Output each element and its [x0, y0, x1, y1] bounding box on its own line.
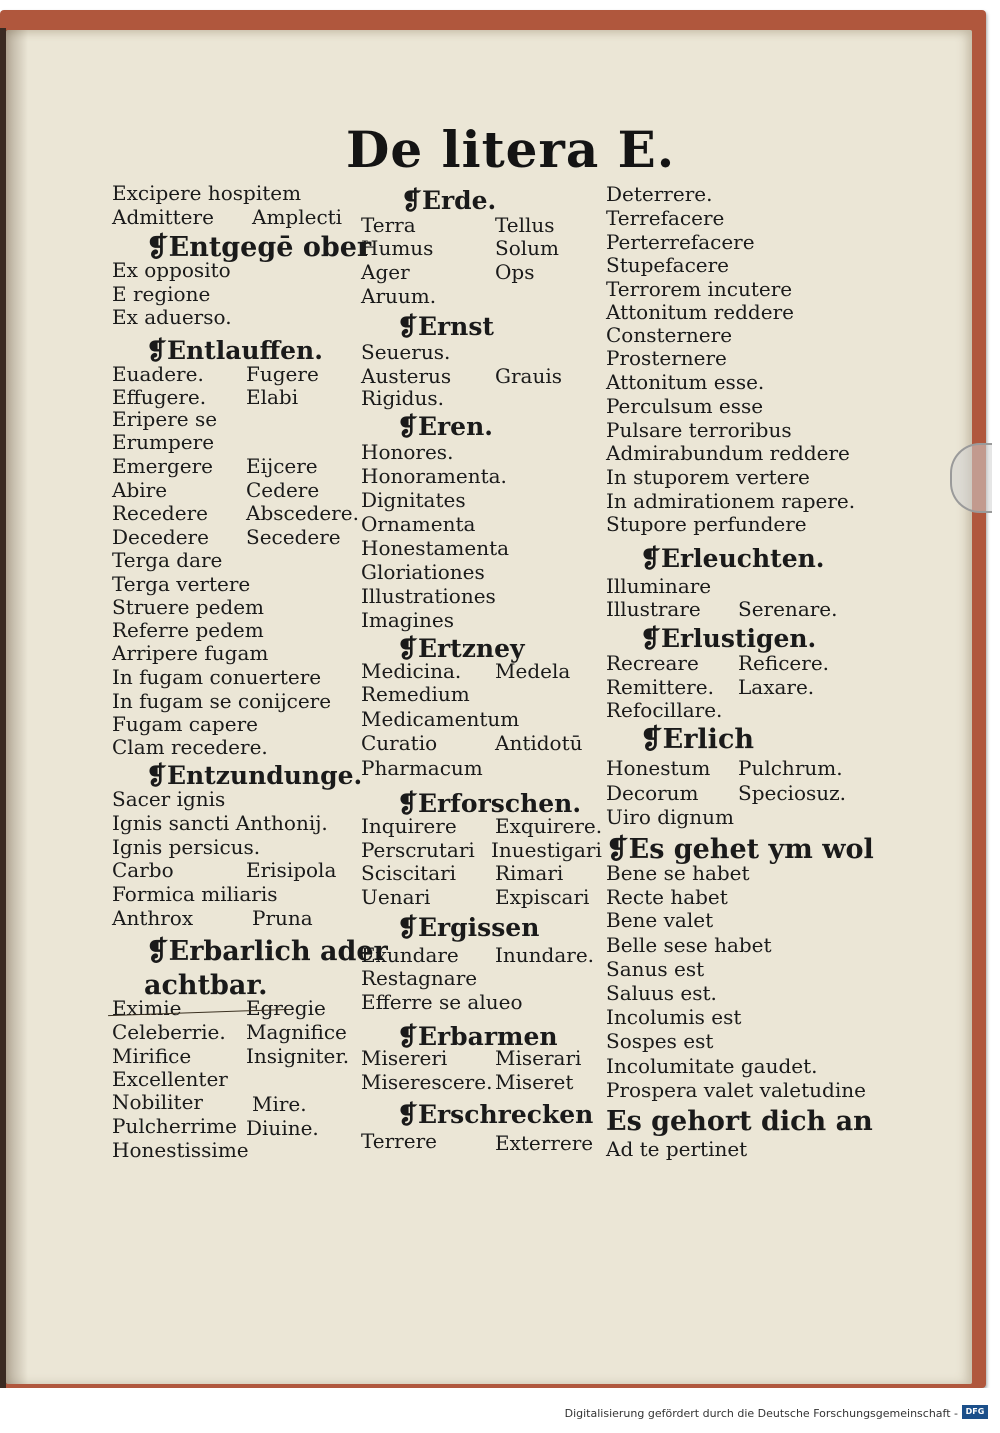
entry-word: Secedere	[246, 525, 341, 549]
entry-word: Perscrutari	[361, 838, 475, 862]
entry-word: Carbo	[112, 858, 174, 882]
section-heading: ❡Erforschen.	[397, 789, 582, 818]
section-heading: ❡Eren.	[397, 412, 493, 441]
entry-word: Ex opposito	[112, 258, 231, 282]
entry-word: Diuine.	[246, 1116, 319, 1140]
section-heading: ❡Ernst	[397, 312, 494, 341]
entry-word: Uenari	[361, 885, 431, 909]
entry-word: Miserari	[495, 1046, 582, 1070]
entry-word: Curatio	[361, 731, 438, 755]
entry-word: Perculsum esse	[606, 394, 764, 418]
entry-word: Austerus	[361, 364, 452, 388]
gutter-shadow	[6, 30, 28, 1384]
entry-word: Mire.	[252, 1092, 307, 1116]
entry-word: Deterrere.	[606, 182, 713, 206]
entry-word: Terrefacere	[606, 206, 725, 230]
entry-word: Miseret	[495, 1070, 574, 1094]
entry-word: Gloriationes	[361, 560, 485, 584]
entry-word: Honoramenta.	[361, 464, 507, 488]
entry-word: Ex aduerso.	[112, 305, 232, 329]
entry-word: Antidotū	[495, 731, 583, 755]
entry-word: Ignis persicus.	[112, 835, 261, 859]
entry-word: Admirabundum reddere	[606, 441, 850, 465]
section-heading: ❡Es gehet ym wol	[606, 834, 874, 865]
entry-word: Prosternere	[606, 346, 727, 370]
entry-word: Fugam capere	[112, 712, 258, 736]
section-heading: ❡Erbarlich ader	[146, 936, 388, 967]
entry-word: Pulcherrime	[112, 1114, 237, 1138]
entry-word: Ops	[495, 260, 535, 284]
entry-word: Eijcere	[246, 454, 318, 478]
entry-word: Terrorem incutere	[606, 277, 793, 301]
entry-word: Reficere.	[738, 651, 830, 675]
entry-word: Formica miliaris	[112, 882, 278, 906]
entry-word: Speciosuz.	[738, 781, 847, 805]
entry-word: Refocillare.	[606, 698, 723, 722]
section-heading: ❡Erlustigen.	[640, 624, 817, 653]
entry-word: Anthrox	[112, 906, 194, 930]
entry-word: Arripere fugam	[112, 641, 269, 665]
entry-word: Saluus est.	[606, 981, 717, 1005]
entry-word: Excipere hospitem	[112, 181, 302, 205]
text-column-middle	[361, 0, 601, 1300]
entry-word: Exundare	[361, 943, 459, 967]
entry-word: Pruna	[252, 906, 313, 930]
page-title: De litera E.	[346, 120, 676, 179]
entry-word: Excellenter	[112, 1067, 228, 1091]
entry-word: Illustrare	[606, 597, 701, 621]
entry-word: Honestissime	[112, 1138, 249, 1162]
entry-word: In stuporem vertere	[606, 465, 810, 489]
entry-word: E regione	[112, 282, 211, 306]
section-heading: ❡Ergissen	[397, 913, 540, 942]
entry-word: Misereri	[361, 1046, 448, 1070]
entry-word: Referre pedem	[112, 618, 264, 642]
entry-word: In fugam se conijcere	[112, 689, 332, 713]
entry-word: Seuerus.	[361, 340, 451, 364]
entry-word: Miserescere.	[361, 1070, 493, 1094]
page-clip	[950, 443, 992, 513]
entry-word: Recedere	[112, 501, 208, 525]
entry-word: Struere pedem	[112, 595, 265, 619]
funding-notice: Digitalisierung gefördert durch die Deutsche Forschungsgemeinschaft -	[564, 1407, 958, 1420]
entry-word: In fugam conuertere	[112, 665, 322, 689]
entry-word: Belle sese habet	[606, 933, 772, 957]
entry-word: Eripere se	[112, 407, 218, 431]
entry-word: Inundare.	[495, 943, 595, 967]
entry-word: Restagnare	[361, 966, 478, 990]
entry-word: Sospes est	[606, 1029, 714, 1053]
entry-word: Remittere.	[606, 675, 714, 699]
entry-word: Nobiliter	[112, 1090, 203, 1114]
entry-word: Honores.	[361, 440, 454, 464]
section-heading: ❡Erleuchten.	[640, 544, 825, 573]
entry-word: Illuminare	[606, 574, 712, 598]
entry-word: Rigidus.	[361, 386, 444, 410]
entry-word: Incolumis est	[606, 1005, 742, 1029]
entry-word: Insigniter.	[246, 1044, 350, 1068]
entry-word: Cedere	[246, 478, 320, 502]
section-heading: ❡Entzundunge.	[146, 761, 363, 790]
entry-word: Grauis	[495, 364, 563, 388]
entry-word: Aruum.	[361, 284, 437, 308]
entry-word: Exquirere.	[495, 814, 603, 838]
entry-word: Terra	[361, 213, 416, 237]
section-heading: ❡Erbarmen	[397, 1022, 558, 1051]
entry-word: In admirationem rapere.	[606, 489, 856, 513]
entry-word: Pulchrum.	[738, 756, 843, 780]
entry-word: Recreare	[606, 651, 699, 675]
entry-word: Terrere	[361, 1129, 437, 1153]
entry-word: Emergere	[112, 454, 213, 478]
entry-word: Sciscitari	[361, 861, 457, 885]
entry-word: Attonitum reddere	[606, 300, 794, 324]
section-heading: ❡Ertzney	[397, 634, 525, 663]
entry-word: Honestum	[606, 756, 711, 780]
entry-word: Abire	[112, 478, 168, 502]
entry-word: Solum	[495, 236, 559, 260]
entry-word: Terga vertere	[112, 572, 251, 596]
entry-word: Clam recedere.	[112, 735, 268, 759]
entry-word: Consternere	[606, 323, 733, 347]
entry-word: Pharmacum	[361, 756, 483, 780]
section-heading: ❡Entlauffen.	[146, 336, 323, 365]
entry-word: Exterrere	[495, 1131, 594, 1155]
entry-word: Medicina.	[361, 659, 462, 683]
text-column-right	[606, 0, 874, 1300]
entry-word: Mirifice	[112, 1044, 192, 1068]
entry-word: Eximie	[112, 996, 182, 1020]
entry-word: Medela	[495, 659, 571, 683]
entry-word: Efferre se alueo	[361, 990, 523, 1014]
entry-word: Laxare.	[738, 675, 815, 699]
entry-word: Incolumitate gaudet.	[606, 1054, 818, 1078]
entry-word: Attonitum esse.	[606, 370, 765, 394]
entry-word: Rimari	[495, 861, 564, 885]
entry-word: Pulsare terroribus	[606, 418, 792, 442]
entry-word: Imagines	[361, 608, 454, 632]
entry-word: Ager	[361, 260, 410, 284]
entry-word: Decedere	[112, 525, 209, 549]
entry-word: Bene valet	[606, 908, 714, 932]
entry-word: Stupefacere	[606, 253, 730, 277]
entry-word: Erumpere	[112, 430, 215, 454]
entry-word: Erisipola	[246, 858, 337, 882]
entry-word: Decorum	[606, 781, 699, 805]
entry-word: Admittere	[112, 205, 214, 229]
entry-word: Effugere.	[112, 385, 207, 409]
entry-word: Illustrationes	[361, 584, 496, 608]
section-heading: ❡Entgegē ober	[146, 232, 372, 263]
entry-word: Uiro dignum	[606, 805, 734, 829]
section-heading: achtbar.	[144, 970, 268, 1001]
footer-bar	[0, 1388, 1000, 1433]
entry-word: Terga dare	[112, 548, 223, 572]
entry-word: Inquirere	[361, 814, 457, 838]
entry-word: Magnifice	[246, 1020, 347, 1044]
section-heading: ❡Erschrecken	[397, 1100, 594, 1129]
section-heading: ❡Erlich	[640, 724, 755, 755]
entry-word: Ignis sancti Anthonij.	[112, 811, 328, 835]
entry-word: Sanus est	[606, 957, 705, 981]
entry-word: Sacer ignis	[112, 787, 226, 811]
entry-word: Bene se habet	[606, 861, 750, 885]
entry-word: Ornamenta	[361, 512, 476, 536]
entry-word: Expiscari	[495, 885, 590, 909]
entry-word: Serenare.	[738, 597, 838, 621]
entry-word: Remedium	[361, 682, 470, 706]
entry-word: Elabi	[246, 385, 299, 409]
dfg-logo: DFG	[962, 1405, 988, 1419]
entry-word: Perterrefacere	[606, 230, 755, 254]
entry-word: Tellus	[495, 213, 555, 237]
entry-word: Recte habet	[606, 885, 728, 909]
entry-word: Egregie	[246, 996, 326, 1020]
entry-word: Humus	[361, 236, 434, 260]
section-heading: Es gehort dich an	[606, 1106, 873, 1137]
entry-word: Prospera valet valetudine	[606, 1078, 866, 1102]
entry-word: Medicamentum	[361, 707, 520, 731]
entry-word: Amplecti	[252, 205, 343, 229]
entry-word: Honestamenta	[361, 536, 510, 560]
entry-word: Dignitates	[361, 488, 466, 512]
entry-word: Abscedere.	[246, 501, 359, 525]
entry-word: Celeberrie.	[112, 1020, 226, 1044]
entry-word: Fugere	[246, 362, 319, 386]
entry-word: Ad te pertinet	[606, 1137, 748, 1161]
section-heading: ❡Erde.	[401, 186, 497, 215]
entry-word: Stupore perfundere	[606, 512, 807, 536]
entry-word: Inuestigari	[491, 838, 602, 862]
entry-word: Euadere.	[112, 362, 204, 386]
